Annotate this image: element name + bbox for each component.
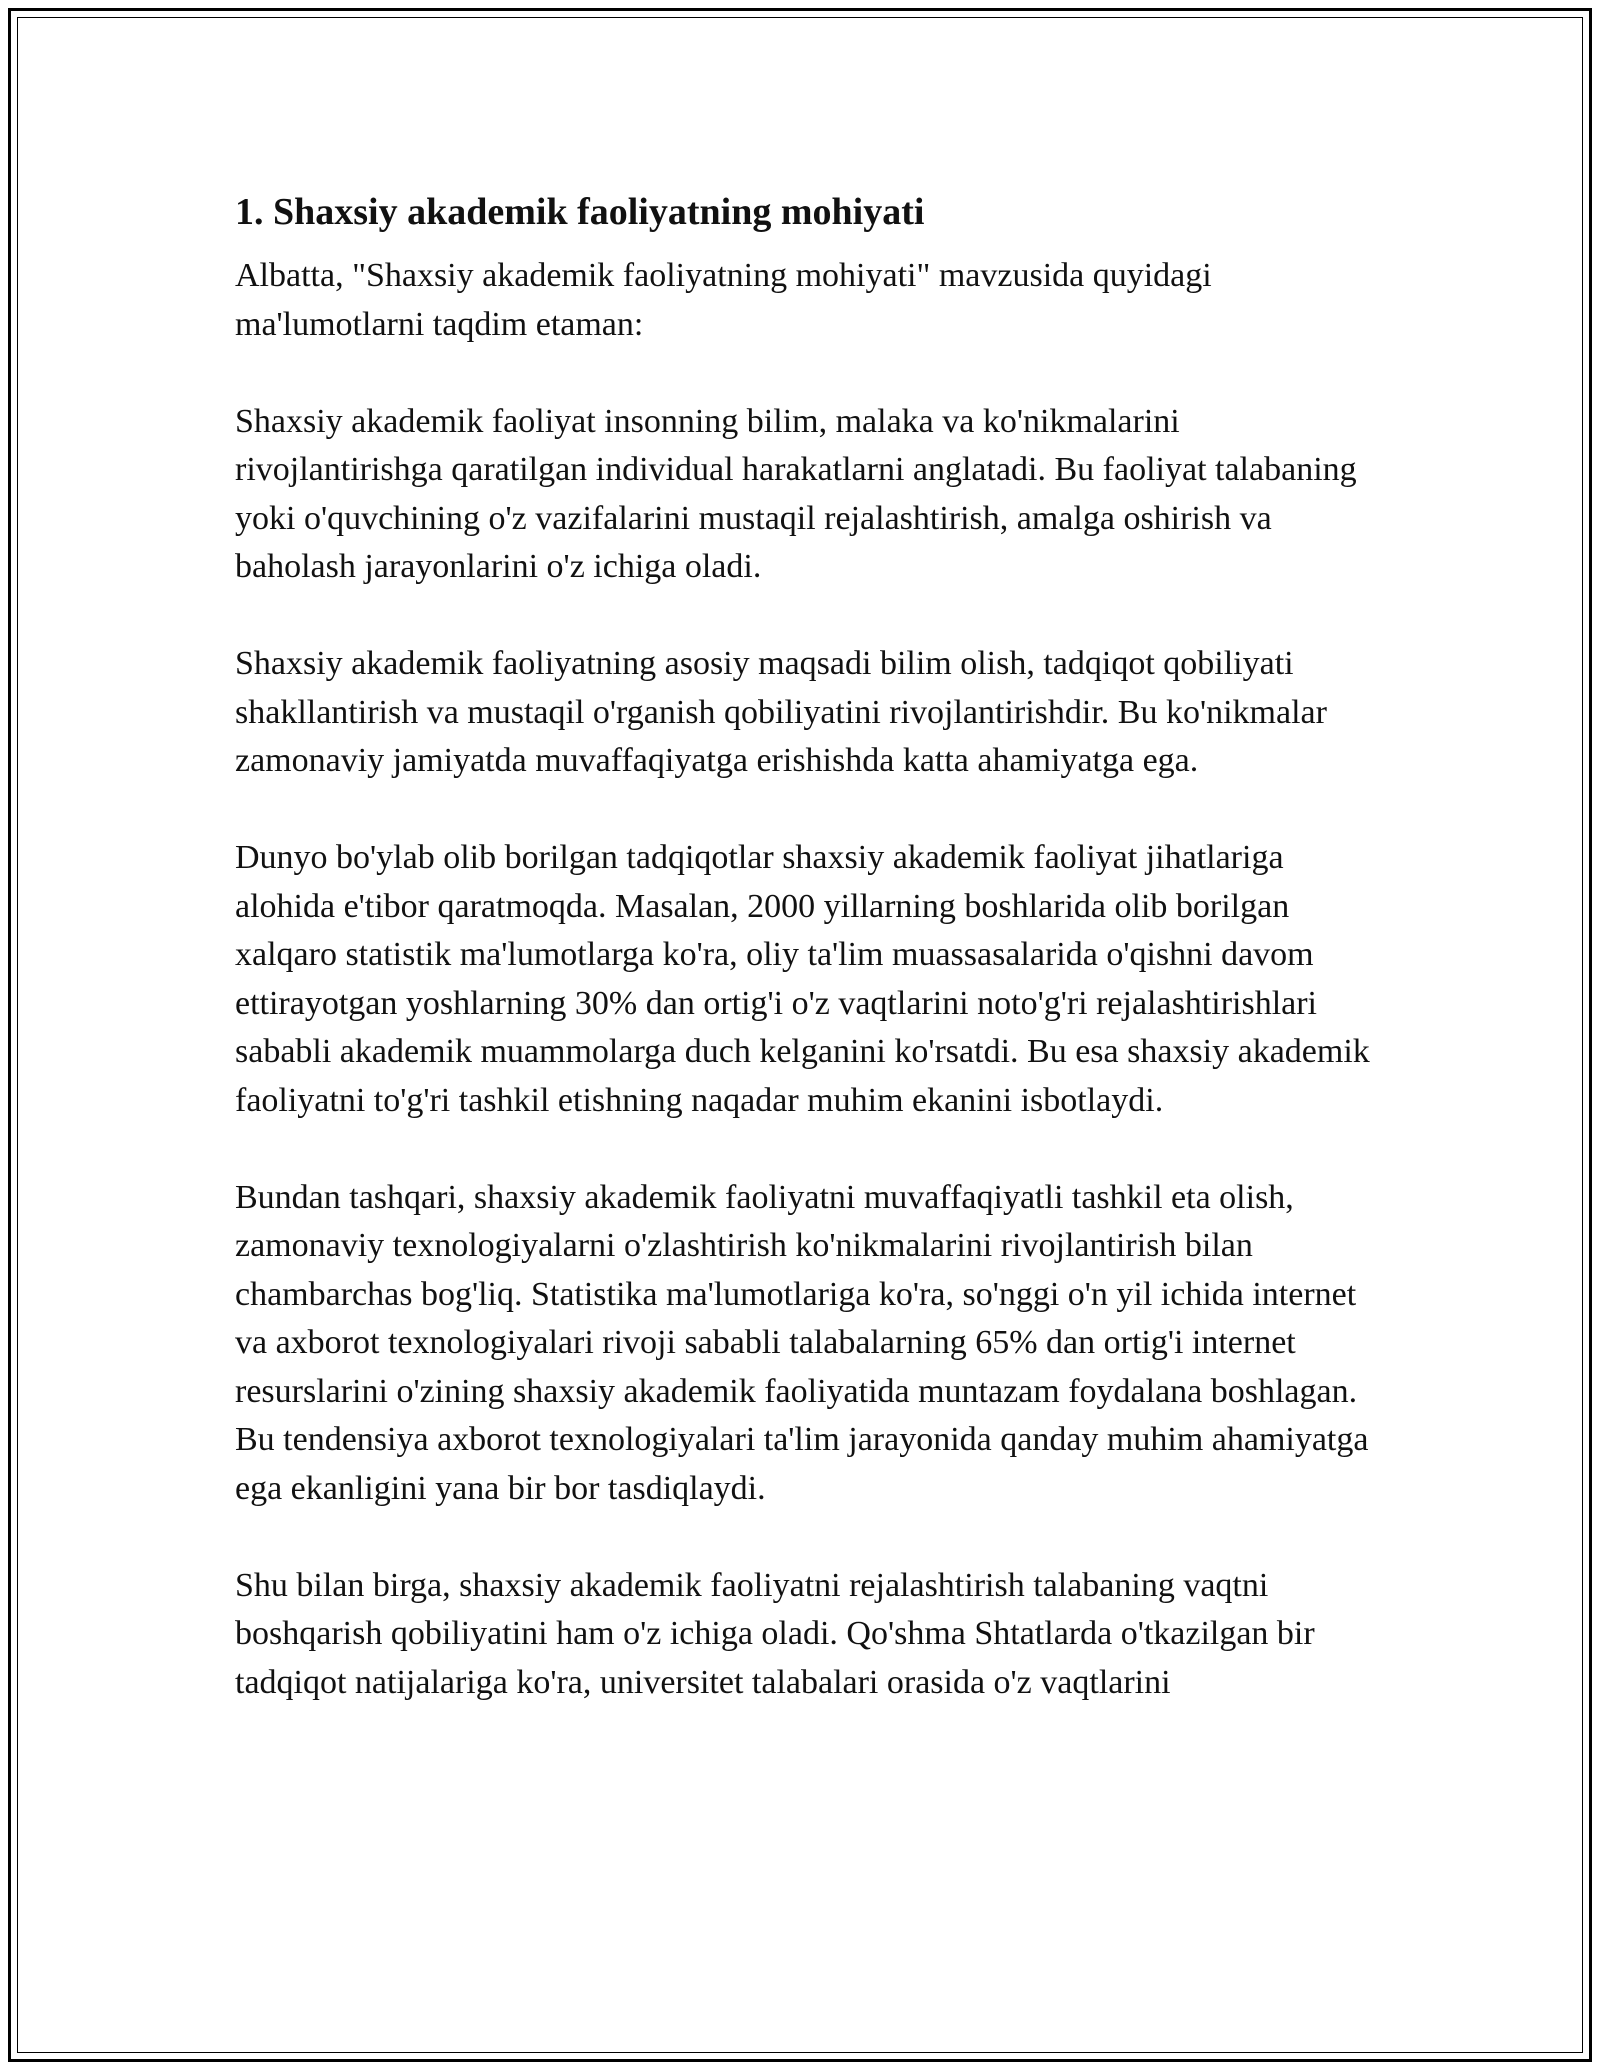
section-heading: 1. Shaxsiy akademik faoliyatning mohiyati — [235, 191, 925, 233]
paragraph-time-management: Shu bilan birga, shaxsiy akademik faoliyatni rejalashtirish talabaning vaqtni boshqarish qobiliyatini ham o'z ichiga oladi. Qo'shma Shtatlarda o'tkazilgan bir tadqiqot natijalariga ko'ra, universitet talabalari orasida o'z vaqtlarini — [235, 1566, 1315, 1701]
paragraph-technology: Bundan tashqari, shaxsiy akademik faoliyatni muvaffaqiyatli tashkil eta olish, zamonaviy texnologiyalarni o'zlashtirish ko'nikmalarini rivojlantirish bilan chambarchas bog'liq. Statistika ma'lumotlariga ko'ra, so'nggi o'n yil ichida internet va axborot texnologiyalari rivoji sababli talabalarning 65% dan ortig'i internet resurslarini o'zining shaxsiy akademik faoliyatida muntazam foydalana boshlagan. Bu tendensiya axborot texnologiyalari ta'lim jarayonida qanday muhim ahamiyatga ega ekanligini yana bir bor tasdiqlaydi. — [235, 1178, 1369, 1507]
paragraph-research: Dunyo bo'ylab olib borilgan tadqiqotlar shaxsiy akademik faoliyat jihatlariga alohida e'tibor qaratmoqda. Masalan, 2000 yillarning boshlarida olib borilgan xalqaro statistik ma'lumotlarga ko'ra, oliy ta'lim muassasalarida o'qishni davom ettirayotgan yoshlarning 30% dan ortig'i o'z vaqtlarini noto'g'ri rejalashtirishlari sababli akademik muammolarga duch kelganini ko'rsatdi. Bu esa shaxsiy akademik faoliyatni to'g'ri tashkil etishning naqadar muhim ekanini isbotlaydi. — [235, 839, 1370, 1119]
document-body — [235, 186, 1385, 1707]
paragraph-purpose: Shaxsiy akademik faoliyatning asosiy maqsadi bilim olish, tadqiqot qobiliyati shakllantirish va mustaqil o'rganish qobiliyatini rivojlantirishdir. Bu ko'nikmalar zamonaviy jamiyatda muvaffaqiyatga erishishda katta ahamiyatga ega. — [235, 645, 1327, 779]
paragraph-intro: Albatta, "Shaxsiy akademik faoliyatning mohiyati" mavzusida quyidagi ma'lumotlarni taqdim etaman: — [235, 257, 1212, 343]
paragraph-definition: Shaxsiy akademik faoliyat insonning bilim, malaka va ko'nikmalarini rivojlantirishga qaratilgan individual harakatlarni anglatadi. Bu faoliyat talabaning yoki o'quvchining o'z vazifalarini mustaqil rejalashtirish, amalga oshirish va baholash jarayonlarini o'z ichiga oladi. — [235, 402, 1357, 585]
